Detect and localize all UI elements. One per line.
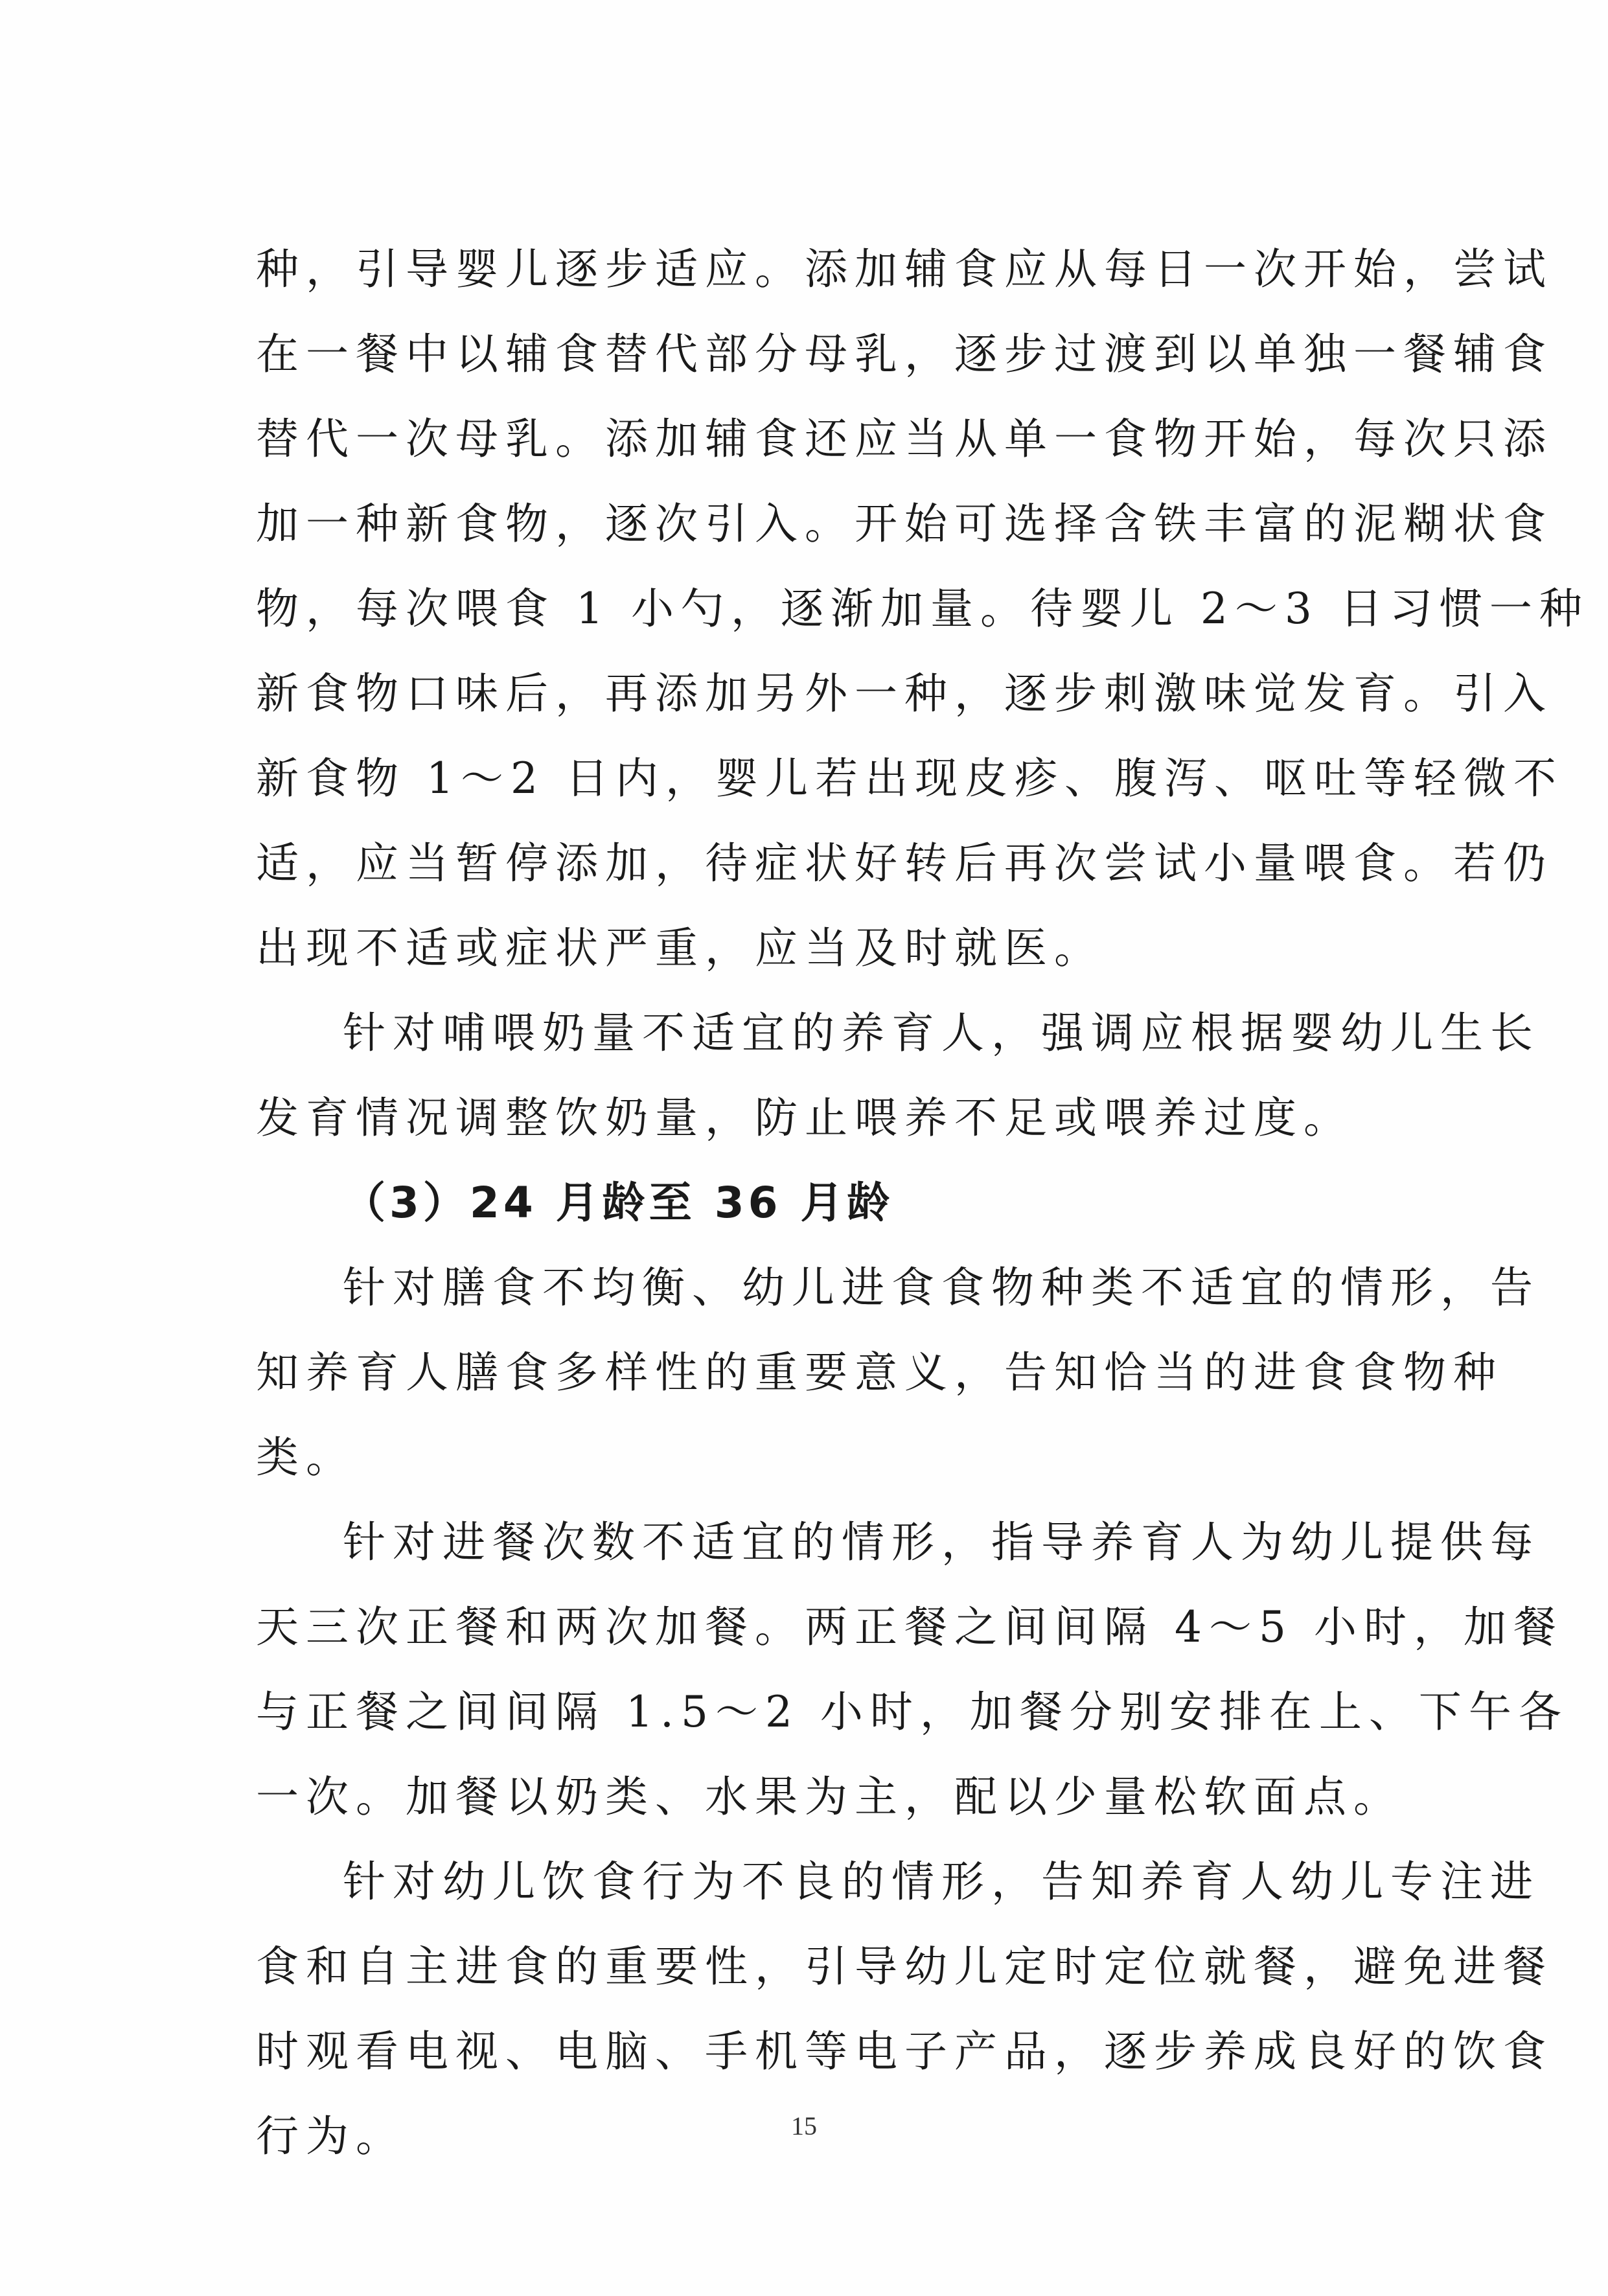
- paragraph-feeding-amount: [256, 991, 1540, 1160]
- text-line: 针对进餐次数不适宜的情形，指导养育人为幼儿提供每: [343, 1517, 1540, 1567]
- text-line: 种，引导婴儿逐步适应。添加辅食应从每日一次开始，尝试: [256, 244, 1553, 294]
- text-line: 食和自主进食的重要性，引导幼儿定时定位就餐，避免进餐: [256, 1942, 1553, 1992]
- text-line: 时观看电视、电脑、手机等电子产品，逐步养成良好的饮食: [256, 2026, 1553, 2076]
- text-line: 与正餐之间间隔 1.5～2 小时，加餐分别安排在上、下午各: [256, 1687, 1568, 1737]
- text-line: 类。: [256, 1432, 356, 1482]
- text-line: 天三次正餐和两次加餐。两正餐之间间隔 4～5 小时，加餐: [256, 1602, 1563, 1652]
- section-heading: [256, 1160, 1378, 1245]
- paragraph-continuation: [256, 227, 1589, 991]
- text-line: 替代一次母乳。添加辅食还应当从单一食物开始，每次只添: [256, 414, 1553, 464]
- text-line: 针对哺喂奶量不适宜的养育人，强调应根据婴幼儿生长: [343, 1008, 1540, 1058]
- text-line: 行为。: [256, 2111, 406, 2161]
- paragraph-diet-balance: [256, 1245, 1540, 1500]
- text-line: 新食物 1～2 日内，婴儿若出现皮疹、腹泻、呕吐等轻微不: [256, 753, 1563, 803]
- text-line: 一次。加餐以奶类、水果为主，配以少量松软面点。: [256, 1772, 1403, 1822]
- text-line: 针对膳食不均衡、幼儿进食食物种类不适宜的情形，告: [343, 1263, 1540, 1313]
- text-line: 知养育人膳食多样性的重要意义，告知恰当的进食食物种: [256, 1348, 1503, 1397]
- text-line: 新食物口味后，再添加另外一种，逐步刺激味觉发育。引入: [256, 669, 1553, 718]
- text-line: 针对幼儿饮食行为不良的情形，告知养育人幼儿专注进: [343, 1857, 1540, 1907]
- text-line: 在一餐中以辅食替代部分母乳，逐步过渡到以单独一餐辅食: [256, 329, 1553, 379]
- document-body: [256, 227, 1589, 2179]
- text-line: 发育情况调整饮奶量，防止喂养不足或喂养过度。: [256, 1093, 1353, 1143]
- heading-text: （3）24 月龄至 36 月龄: [343, 1178, 894, 1228]
- text-line: 加一种新食物，逐次引入。开始可选择含铁丰富的泥糊状食: [256, 499, 1553, 549]
- text-line: 出现不适或症状严重，应当及时就医。: [256, 923, 1104, 973]
- text-line: 物，每次喂食 1 小勺，逐渐加量。待婴儿 2～3 日习惯一种: [256, 584, 1589, 634]
- page-number: 15: [791, 2111, 817, 2141]
- paragraph-meal-frequency: [256, 1500, 1568, 1839]
- text-line: 适，应当暂停添加，待症状好转后再次尝试小量喂食。若仍: [256, 838, 1553, 888]
